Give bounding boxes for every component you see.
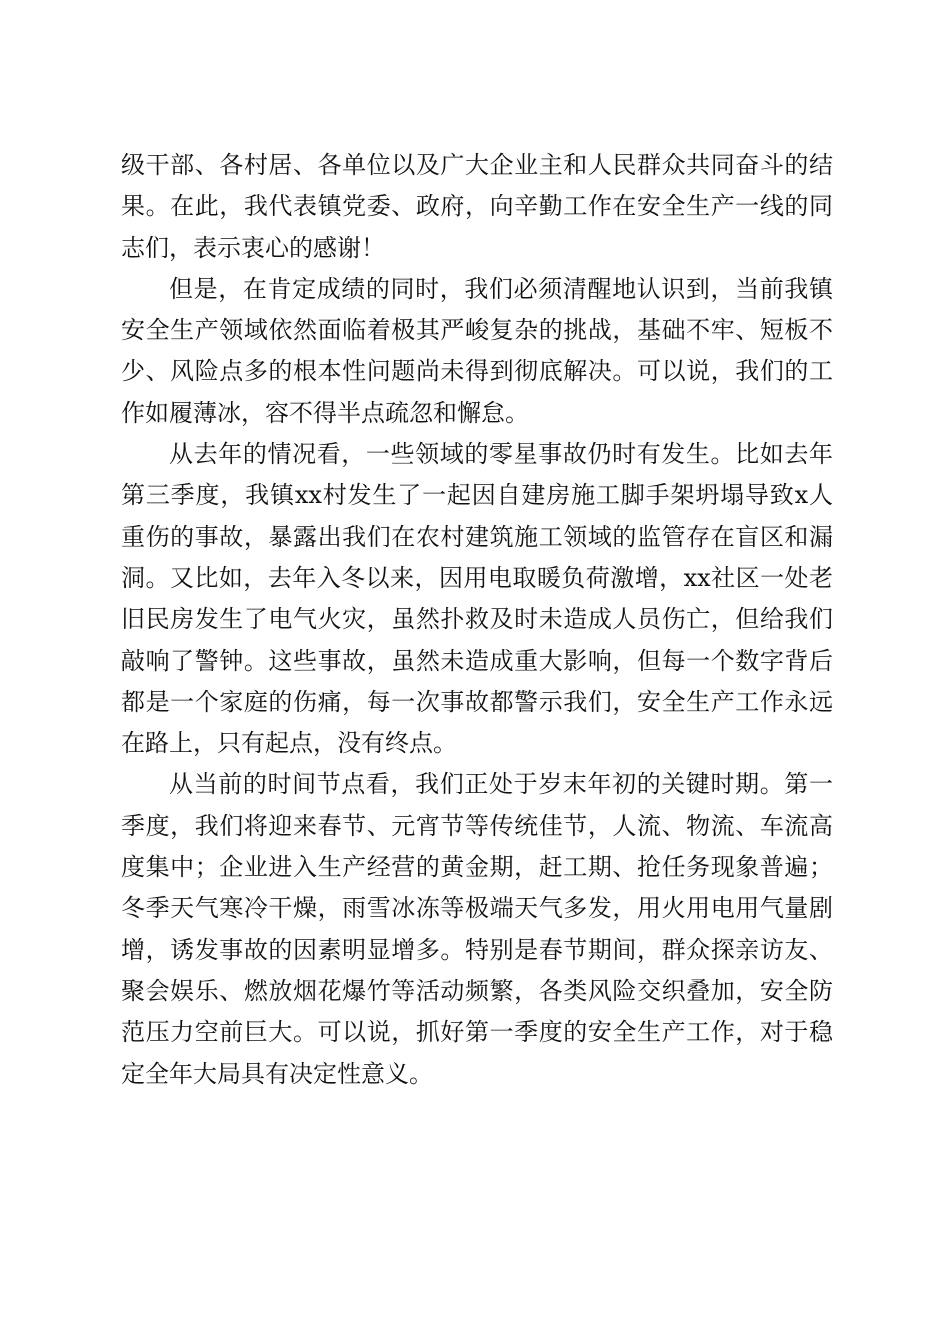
paragraph-challenges: 但是，在肯定成绩的同时，我们必须清醒地认识到，当前我镇安全生产领域依然面临着极其严峻复杂的挑战，基础不牢、短板不少、风险点多的根本性问题尚未得到彻底解决。可以说，我们的工作如履薄冰，容不得半点疏忽和懈怠。	[121, 274, 833, 427]
paragraph-continuation: 级干部、各村居、各单位以及广大企业主和人民群众共同奋斗的结果。在此，我代表镇党委、政府，向辛勤工作在安全生产一线的同志们，表示衷心的感谢！	[121, 151, 833, 262]
paragraph-last-year-accidents: 从去年的情况看，一些领域的零星事故仍时有发生。比如去年第三季度，我镇xx村发生了一起因自建房施工脚手架坍塌导致x人重伤的事故，暴露出我们在农村建筑施工领域的监管存在盲区和漏洞。又比如，去年入冬以来，因用电取暖负荷激增，xx社区一处老旧民房发生了电气火灾，虽然扑救及时未造成人员伤亡，但给我们敲响了警钟。这些事故，虽然未造成重大影响，但每一个数字背后都是一个家庭的伤痛，每一次事故都警示我们，安全生产工作永远在路上，只有起点，没有终点。	[121, 440, 833, 758]
document-body	[121, 145, 833, 1095]
paragraph-current-period: 从当前的时间节点看，我们正处于岁末年初的关键时期。第一季度，我们将迎来春节、元宵节等传统佳节，人流、物流、车流高度集中；企业进入生产经营的黄金期，赶工期、抢任务现象普遍；冬季天气寒冷干燥，雨雪冰冻等极端天气多发，用火用电用气量剧增，诱发事故的因素明显增多。特别是春节期间，群众探亲访友、聚会娱乐、燃放烟花爆竹等活动频繁，各类风险交织叠加，安全防范压力空前巨大。可以说，抓好第一季度的安全生产工作，对于稳定全年大局具有决定性意义。	[121, 770, 833, 1088]
